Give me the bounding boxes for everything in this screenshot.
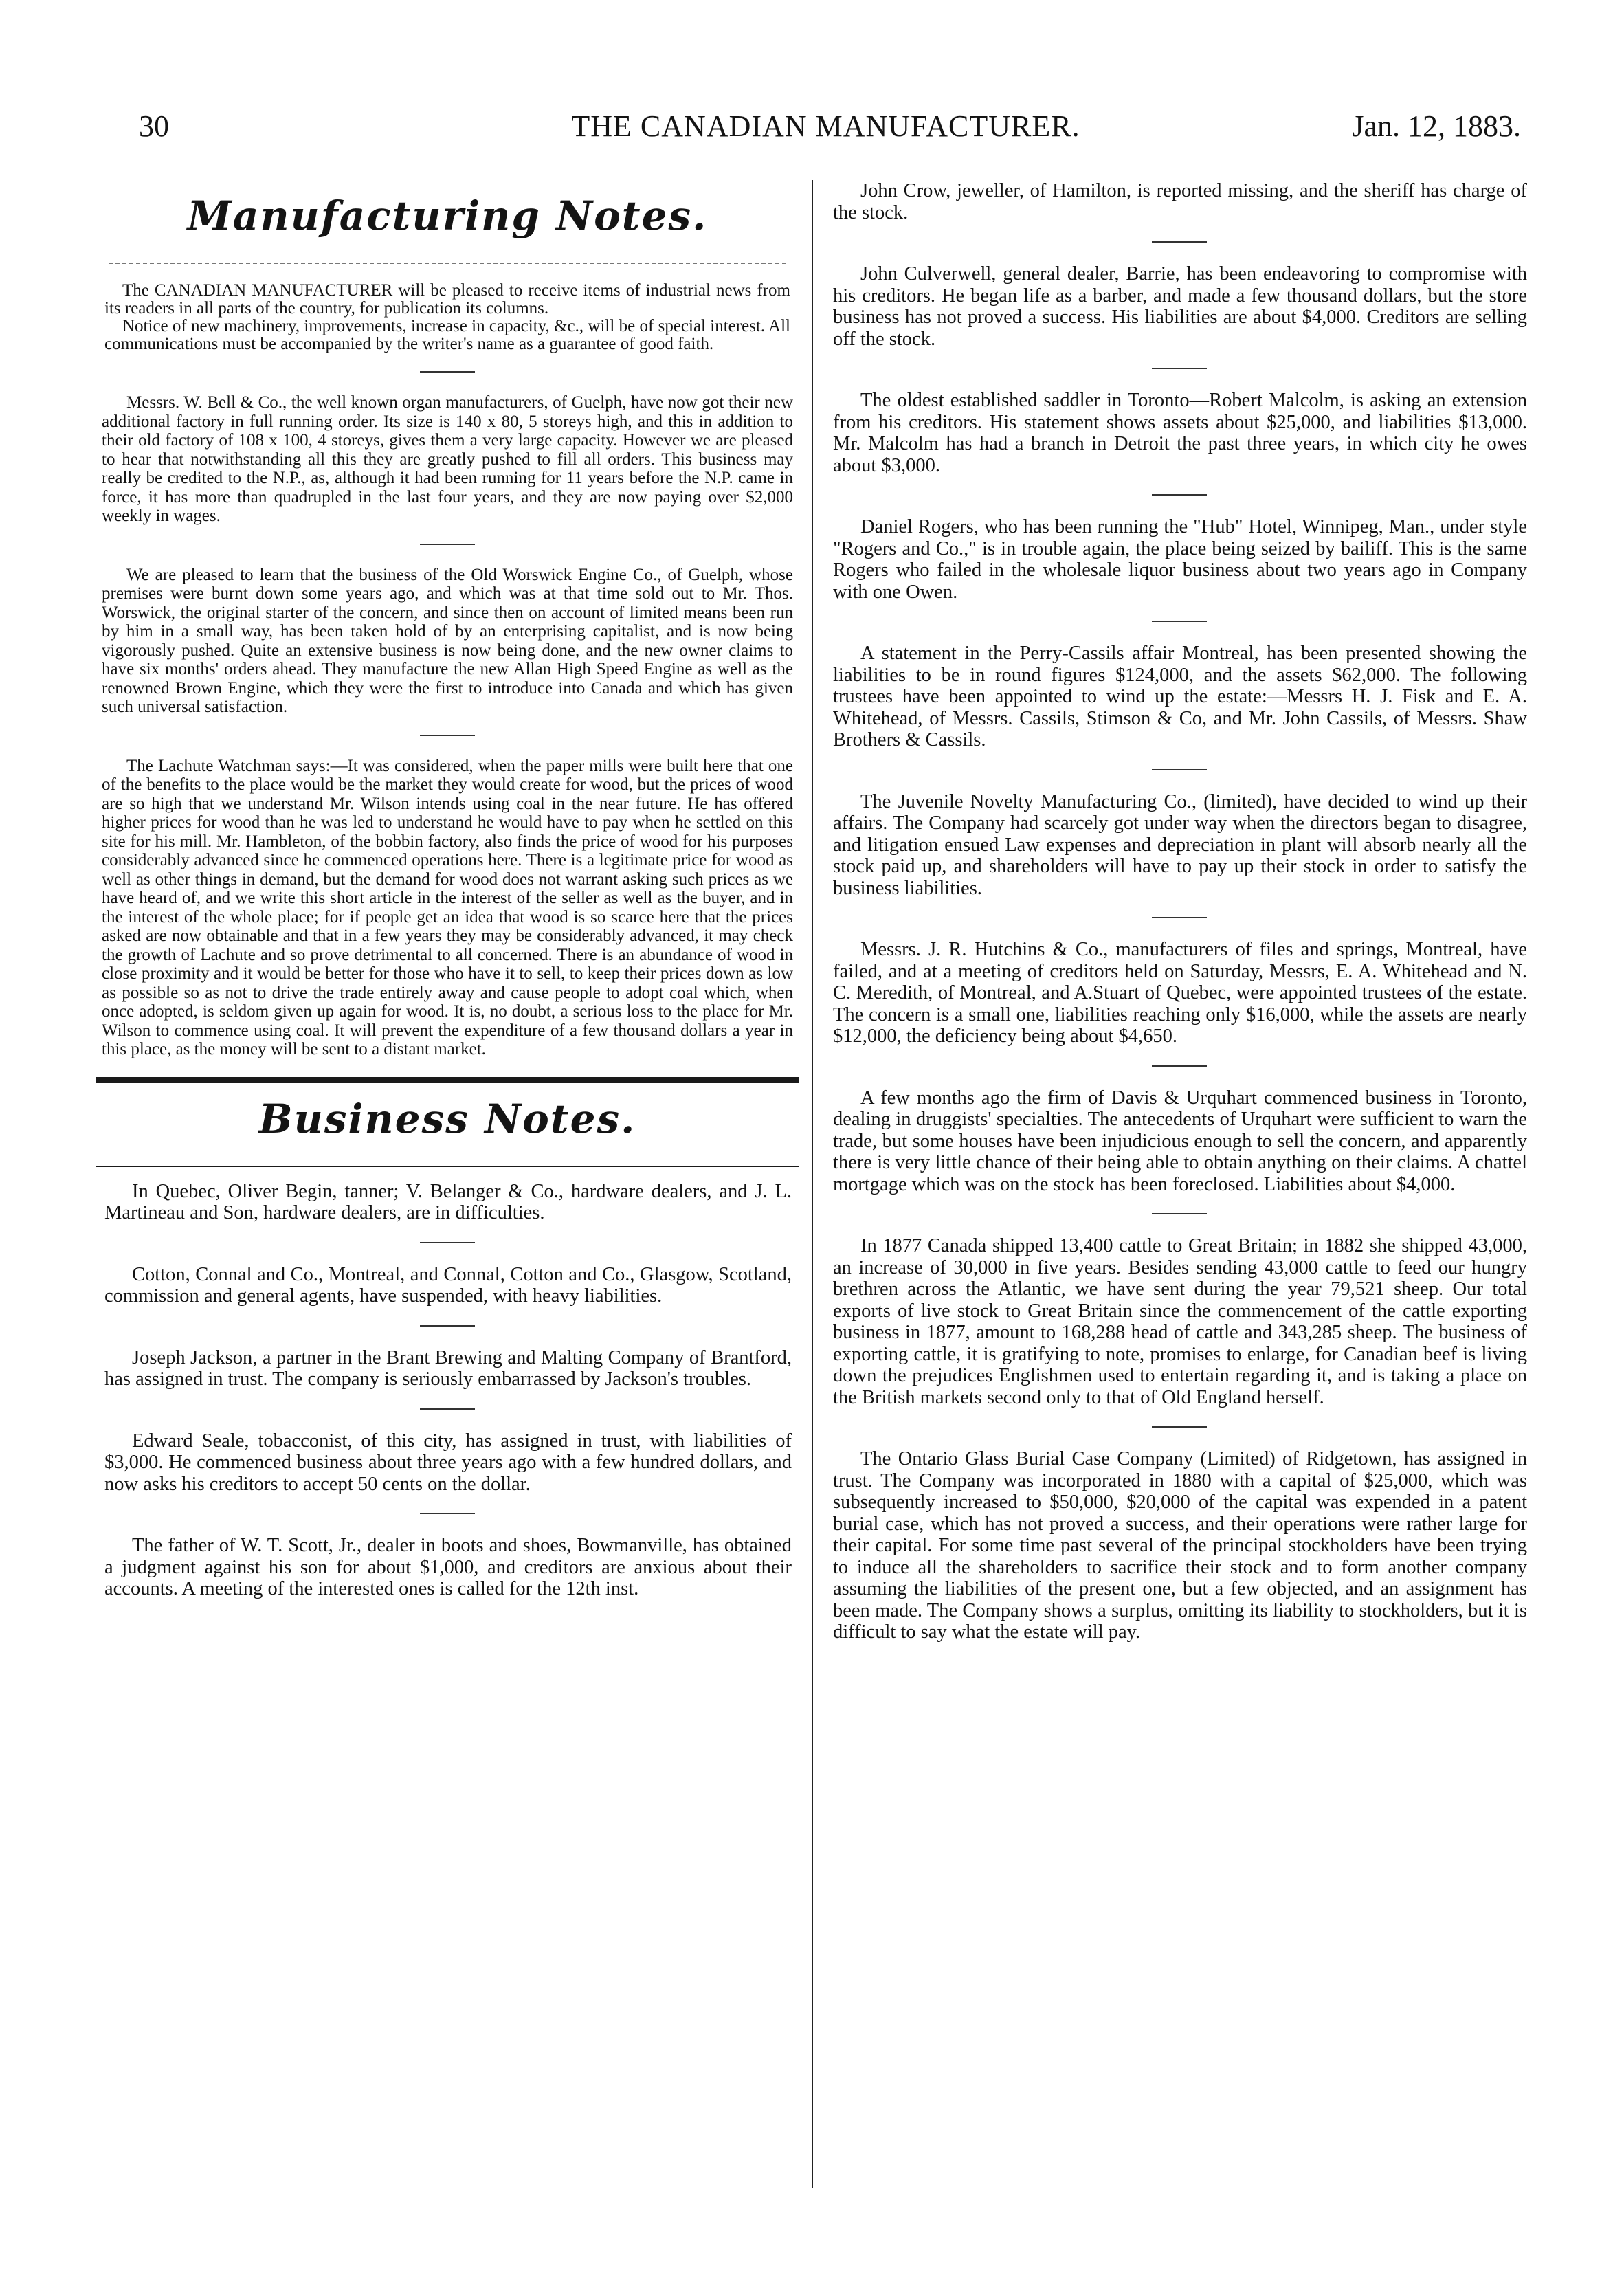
business-notes-heading: Business Notes. <box>258 1095 636 1142</box>
item-divider <box>1152 1426 1207 1428</box>
manufacturing-item: Messrs. W. Bell & Co., the well known organ manufacturers, of Guelph, have now got their new additional factory in full running order. Its size is 140 x 80, 5 storeys high, and this in addition to their old factory of 108 x 100, 4 storeys, gives them a very large capacity. However we are pleased to hear that notwithstanding all this they are greatly pushed to fill all orders. This business may really be credited to the N.P., as, although it had been running for 11 years before the N.P. came in force, it has more than quadrupled in the last four years, and they are now paying over $2,000 weekly in wages. <box>102 393 793 525</box>
business-item: A statement in the Perry-Cassils affair Montreal, has been presented showing the liabilities to be in round figures $124,000, and the assets $62,000. The following trustees have been appointed to wind up the estate:—Messrs H. J. Fisk and E. A. Whitehead, of Messrs. Cassils, Stimson & Co, and Mr. John Cassils, of Messrs. Shaw Brothers & Cassils. <box>833 643 1527 751</box>
item-divider <box>420 735 475 736</box>
issue-date: Jan. 12, 1883. <box>1352 109 1521 143</box>
column-divider <box>812 180 813 2188</box>
masthead-title: THE CANADIAN MANUFACTURER. <box>571 109 1080 143</box>
item-divider <box>1152 1065 1207 1067</box>
item-divider <box>420 371 475 373</box>
heavy-section-rule <box>96 1077 799 1083</box>
page-header <box>131 109 1521 157</box>
business-item: The Ontario Glass Burial Case Company (Limited) of Ridgetown, has assigned in trust. The Company was incorporated in 1880 with a capital of $25,000, which was subsequently increased to $50,000, $20,000 of the capital was expended in a patent burial case, which has not proved a success, and their operations were rather large for their capital. For some time past several of the principal stockholders have been trying to induce all the shareholders to sacrifice their stock and to form another company assuming the liabilities of the present one, but a few objected, and an assignment has been made. The Company shows a surplus, omitting its liability to stockholders, but it is difficult to say what the estate will pay. <box>833 1448 1527 1643</box>
item-divider <box>1152 917 1207 918</box>
intro-paragraph: Notice of new machinery, improvements, increase in capacity, &c., will be of special interest. All communications must be accompanied by the writer's name as a guarantee of good faith. <box>104 317 790 353</box>
item-divider <box>1152 241 1207 243</box>
business-item: The oldest established saddler in Toronto—Robert Malcolm, is asking an extension from his creditors. His statement shows assets about $25,000, and liabilities $13,000. Mr. Malcolm has had a branch in Detroit the past three years, in which city he owes about $3,000. <box>833 390 1527 476</box>
item-divider <box>420 1513 475 1514</box>
item-divider <box>1152 494 1207 496</box>
manufacturing-item: The Lachute Watchman says:—It was considered, when the paper mills were built here that one of the benefits to the place would be the market they would create for wood, but the prices of wood are so high that we understand Mr. Wilson intends using coal in the near future. He has offered higher prices for wood than he was led to understand he would have to pay when he settled on this site for his mill. Mr. Hambleton, of the bobbin factory, also finds the price of wood for his purposes considerably advanced since he commenced operations here. There is a legitimate price for wood as well as other things in demand, but the demand for wood does not warrant asking such prices as we have heard of, and we write this short article in the interest of the seller as well as the buyer, and in the interest of the whole place; for if people get an idea that wood is so scarce here that the prices asked are now obtainable and that in a few years they may be considerably advanced, it may check the growth of Lachute and so prove detrimental to all concerned. There is an abundance of wood in close proximity and it would be better for those who have it to sell, to keep their prices down as low as possible so as not to drive the trade entirely away and cause people to adopt coal which, when once adopted, is seldom given up again for wood. It is, no doubt, a serious loss to the place for Mr. Wilson to commence using coal. It will prevent the expenditure of a few thousand dollars a year in this place, as the money will be sent to a distant market. <box>102 756 793 1058</box>
business-item: Cotton, Connal and Co., Montreal, and Connal, Cotton and Co., Glasgow, Scotland, commission and general agents, have suspended, with heavy liabilities. <box>104 1263 792 1307</box>
page-number: 30 <box>139 109 169 143</box>
business-item: Edward Seale, tobacconist, of this city, has assigned in trust, with liabilities of $3,000. He commenced business about three years ago with a few hundred dollars, and now asks his creditors to accept 50 cents on the dollar. <box>104 1430 792 1495</box>
business-item: In Quebec, Oliver Begin, tanner; V. Belanger & Co., hardware dealers, and J. L. Martineau and Son, hardware dealers, are in difficulties. <box>104 1180 792 1223</box>
business-item: The Juvenile Novelty Manufacturing Co., (limited), have decided to wind up their affairs. The Company had scarcely got under way when the directors began to disagree, and litigation ensued Law expenses and depreciation in plant will absorb nearly all the stock paid up, and shareholders will have to pay up their stock in order to satisfy the business liabilities. <box>833 790 1527 899</box>
item-divider <box>1152 621 1207 622</box>
business-item: Messrs. J. R. Hutchins & Co., manufacturers of files and springs, Montreal, have failed, and at a meeting of creditors held on Saturday, Messrs, E. A. Whitehead and N. C. Meredith, of Montreal, and A.Stuart of Quebec, were appointed trustees of the estate. The concern is a small one, liabilities reaching only $16,000, while the assets are nearly $12,000, the deficiency being about $4,650. <box>833 939 1527 1047</box>
item-divider <box>1152 368 1207 369</box>
business-item: John Crow, jeweller, of Hamilton, is reported missing, and the sheriff has charge of the stock. <box>833 180 1527 223</box>
manufacturing-intro <box>104 282 790 353</box>
left-column <box>96 180 799 1600</box>
section-rule <box>96 1166 799 1167</box>
item-divider <box>420 1242 475 1243</box>
intro-paragraph: The CANADIAN MANUFACTURER will be pleased to receive items of industrial news from its readers in all parts of the country, for publication its columns. <box>104 281 790 318</box>
section-rule <box>109 263 786 264</box>
business-item: Daniel Rogers, who has been running the "Hub" Hotel, Winnipeg, Man., under style "Rogers and Co.," is in trouble again, the place being seized by bailiff. This is the same Rogers who failed in the wholesale liquor business about two years ago in Company with one Owen. <box>833 516 1527 603</box>
business-item: John Culverwell, general dealer, Barrie, has been endeavoring to compromise with his creditors. He began life as a barber, and made a few thousand dollars, but the store business has not proved a success. His liabilities are about $4,000. Creditors are selling off the stock. <box>833 263 1527 350</box>
right-column <box>825 180 1534 1643</box>
business-item: The father of W. T. Scott, Jr., dealer in boots and shoes, Bowmanville, has obtained a judgment against his son for about $1,000, and creditors are anxious about their accounts. A meeting of the interested ones is called for the 12th inst. <box>104 1535 792 1599</box>
item-divider <box>420 1325 475 1327</box>
business-item: Joseph Jackson, a partner in the Brant Brewing and Malting Company of Brantford, has assigned in trust. The company is seriously embarrassed by Jackson's troubles. <box>104 1346 792 1390</box>
manufacturing-item: We are pleased to learn that the business of the Old Worswick Engine Co., of Guelph, whose premises were burnt down some years ago, and which was at that time sold out to Mr. Thos. Worswick, the original starter of the concern, and since then on account of limited means been run by him in a small way, has been taken hold of by an enterprising capitalist, and is now being vigorously pushed. Quite an extensive business is now being done, and the new owner claims to have six months' orders ahead. They manufacture the new Allan High Speed Engine as well as the renowned Brown Engine, which they were the first to introduce into Canada and which has given such universal satisfaction. <box>102 565 793 716</box>
item-divider <box>420 1408 475 1410</box>
item-divider <box>420 544 475 545</box>
manufacturing-notes-heading: Manufacturing Notes. <box>187 192 708 239</box>
item-divider <box>1152 1213 1207 1214</box>
business-item: In 1877 Canada shipped 13,400 cattle to Great Britain; in 1882 she shipped 43,000, an increase of 30,000 in five years. Besides sending 43,000 cattle to feed our hungry brethren across the Atlantic, we have sent during the year 79,521 sheep. Our total exports of live stock to Great Britain since the commencement of the cattle exporting business in 1877, amount to 168,288 head of cattle and 343,285 sheep. The business of exporting cattle, it is gratifying to note, promises to enlarge, for Canadian beef is living down the prejudices Englishmen used to entertain regarding it, and is taking a place on the British markets second only to that of Old England herself. <box>833 1235 1527 1408</box>
business-item: A few months ago the firm of Davis & Urquhart commenced business in Toronto, dealing in druggists' specialties. The antecedents of Urquhart were sufficient to warn the trade, but some houses have been injudicious enough to sell the concern, and apparently there is very little chance of their being able to obtain anything on their claims. A chattel mortgage which was on the stock has been foreclosed. Liabilities about $4,000. <box>833 1087 1527 1195</box>
item-divider <box>1152 769 1207 770</box>
